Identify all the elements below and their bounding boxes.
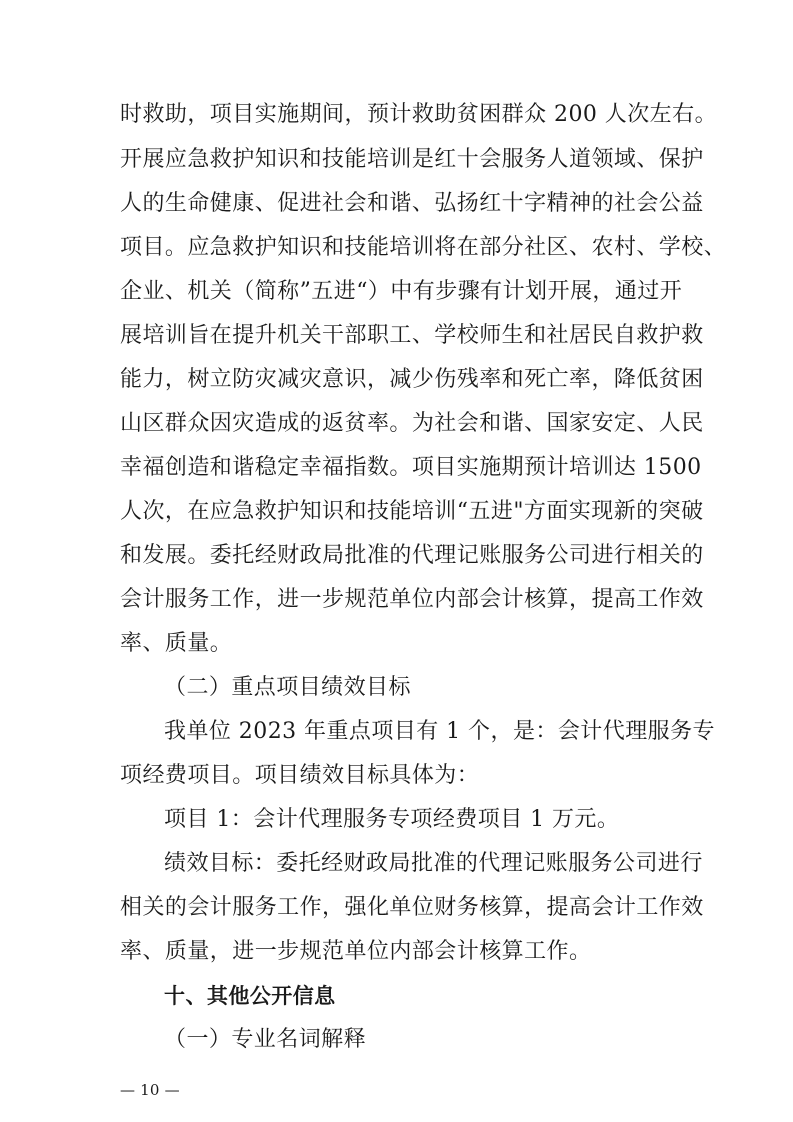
paragraph-line: 率、质量。 bbox=[120, 631, 233, 656]
paragraph-line: 相关的会计服务工作，强化单位财务核算，提高会计工作效 bbox=[120, 895, 704, 920]
paragraph-line: 时救助，项目实施期间，预计救助贫困群众 200 人次左右。 bbox=[120, 102, 718, 127]
paragraph-line: 幸福创造和谐稳定幸福指数。项目实施期预计培训达 1500 bbox=[120, 455, 702, 480]
paragraph-line: 人次，在应急救护知识和技能培训“五进"方面实现新的突破 bbox=[120, 499, 704, 524]
paragraph-line: 山区群众因灾造成的返贫率。为社会和谐、国家安定、人民 bbox=[120, 411, 704, 436]
paragraph-line: 和发展。委托经财政局批准的代理记账服务公司进行相关的 bbox=[120, 543, 704, 568]
paragraph-line: 开展应急救护知识和技能培训是红十会服务人道领域、保护 bbox=[120, 147, 704, 172]
paragraph-line: 绩效目标：委托经财政局批准的代理记账服务公司进行 bbox=[164, 851, 703, 876]
paragraph-line: 会计服务工作，进一步规范单位内部会计核算，提高工作效 bbox=[120, 587, 704, 612]
page-number: — 10 — bbox=[120, 1081, 180, 1099]
subheading-key-project-goals: （二）重点项目绩效目标 bbox=[164, 675, 411, 700]
paragraph-line: 率、质量，进一步规范单位内部会计核算工作。 bbox=[120, 939, 592, 964]
paragraph-line: 项目。应急救护知识和技能培训将在部分社区、农村、学校、 bbox=[120, 235, 727, 260]
paragraph-line: 企业、机关（简称”五进“）中有步骤有计划开展，通过开 bbox=[120, 279, 683, 304]
section-heading-other-info: 十、其他公开信息 bbox=[164, 984, 336, 1008]
paragraph-line: 我单位 2023 年重点项目有 1 个，是：会计代理服务专 bbox=[164, 719, 716, 744]
paragraph-line: 能力，树立防灾减灾意识，减少伤残率和死亡率，降低贫困 bbox=[120, 367, 704, 392]
paragraph-line: 展培训旨在提升机关干部职工、学校师生和社居民自救护救 bbox=[120, 323, 704, 348]
paragraph-line: 项经费项目。项目绩效目标具体为： bbox=[120, 763, 480, 788]
project-item-line: 项目 1：会计代理服务专项经费项目 1 万元。 bbox=[164, 807, 620, 832]
paragraph-line: 人的生命健康、促进社会和谐、弘扬红十字精神的社会公益 bbox=[120, 191, 704, 216]
subheading-terms-explanation: （一）专业名词解释 bbox=[164, 1027, 367, 1052]
